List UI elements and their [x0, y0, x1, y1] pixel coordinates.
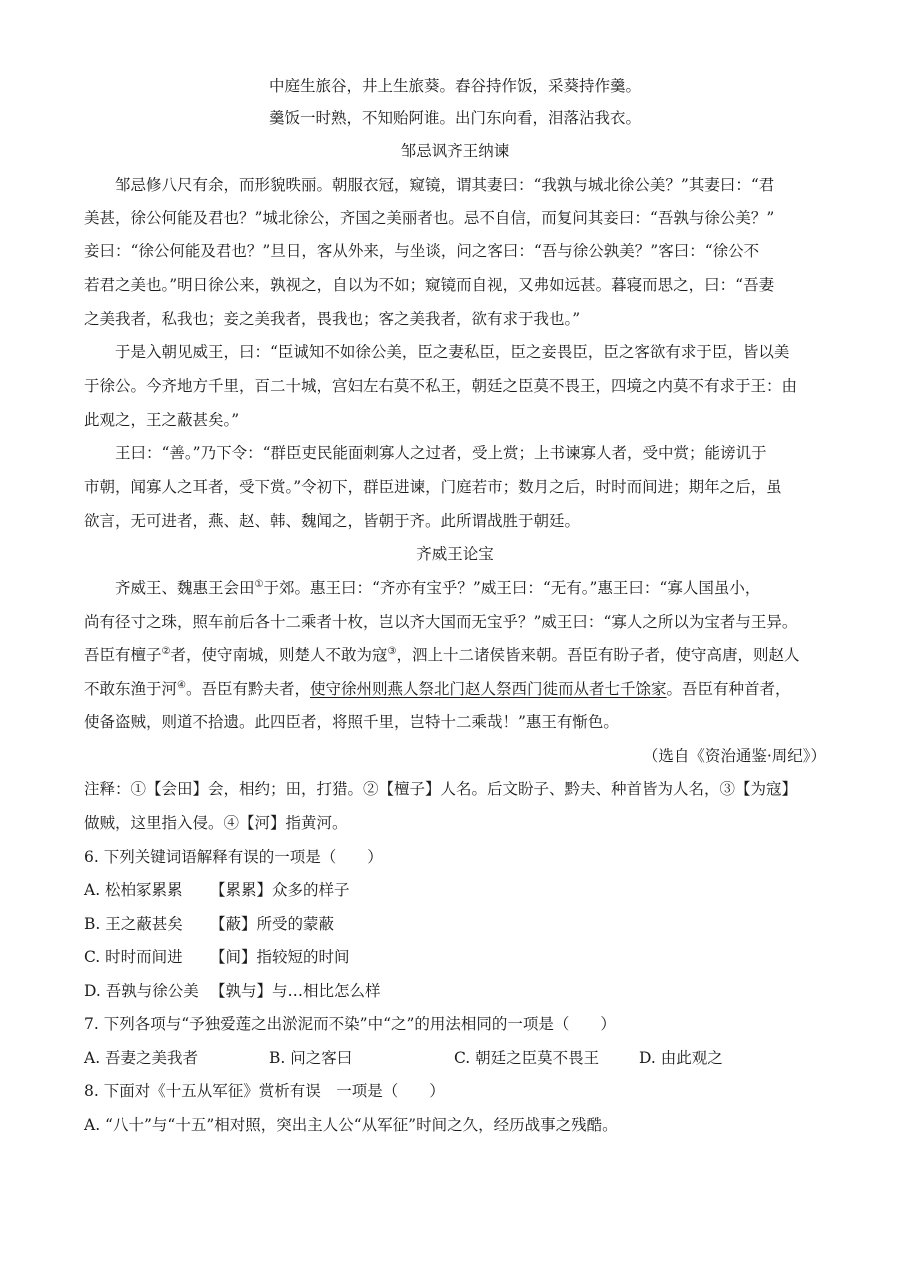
footnote-marker: ③ [387, 645, 397, 657]
paragraph-line: 若君之美也。”明日徐公来，孰视之，自以为不如；窥镜而自视，又弗如远甚。暮寝而思之，曰：“吾妻 [84, 276, 775, 294]
footnote-marker: ① [254, 578, 264, 590]
notes-line: 注释：①【会田】会，相约；田，打猎。②【檀子】人名。后文盼子、黔夫、种首皆为人名，③【为寇】 [84, 780, 798, 798]
paragraph-line: 妾曰：“徐公何能及君也？”旦日，客从外来，与坐谈，问之客曰：“吾与徐公孰美？”客曰：“徐公不 [84, 242, 760, 260]
paragraph-line: 王曰：“善。”乃下令：“群臣吏民能面刺寡人之过者，受上赏；上书谏寡人者，受中赏；能谤讥于 [115, 444, 767, 462]
paragraph-line [115, 576, 760, 600]
paragraph-line: 之美我者，私我也；妾之美我者，畏我也；客之美我者，欲有求于我也。” [84, 310, 581, 328]
text-run: ，泗上十二诸侯皆来朝。吾臣有盼子者，使守高唐，则赵人 [396, 646, 800, 664]
text-run: 吾臣有檀子 [84, 646, 162, 664]
paragraph-line: 于是入朝见威王，曰：“臣诚知不如徐公美，臣之妻私臣，臣之妾畏臣，臣之客欲有求于臣，皆以美 [115, 343, 790, 361]
poem-line: 羹饭一时熟，不知贻阿谁。出门东向看，泪落沾我衣。 [268, 109, 641, 127]
paragraph-line: 此观之，王之蔽甚矣。” [84, 411, 240, 429]
text-run: 不敢东渔于河 [84, 680, 178, 698]
option-value: 【孰与】与…相比怎么样 [210, 982, 381, 1000]
paragraph-line: 市朝，闻寡人之耳者，受下赏。”令初下，群臣进谏，门庭若市；数月之后，时时而间进；期年之后，虽 [84, 478, 782, 496]
text-run: 于郊。惠王曰：“齐亦有宝乎？”威王曰：“无有。”惠王曰：“寡人国虽小， [263, 579, 761, 597]
option: D. 由此观之 [639, 1049, 723, 1067]
notes-line: 做贼，这里指入侵。④【河】指黄河。 [84, 814, 348, 832]
option [84, 878, 350, 902]
paragraph-line: 尚有径寸之珠，照车前后各十二乘者十枚，岂以齐大国而无宝乎？”威王曰：“寡人之所以为宝者与王异。 [84, 613, 798, 631]
source-citation: （选自《资治通鉴·周纪》） [642, 747, 826, 765]
text-run: 。吾臣有黔夫者， [185, 680, 310, 698]
option: A. “八十”与“十五”相对照，突出主人公“从军征”时间之久，经历战事之残酷。 [84, 1116, 618, 1134]
text-run: 者，使守南城，则楚人不敢为寇 [170, 646, 388, 664]
paragraph-line: 美甚，徐公何能及君也？”城北徐公，齐国之美丽者也。忌不自信，而复问其妾曰：“吾孰与徐公美？” [84, 209, 775, 227]
footnote-marker: ④ [177, 679, 186, 691]
option: B. 问之客曰 [269, 1049, 353, 1067]
question-stem: 6. 下列关键词语解释有误的一项是（ ） [84, 848, 383, 866]
text-run: 齐威王、魏惠王会田 [115, 579, 255, 597]
paragraph-line: 邹忌修八尺有余，而形貌昳丽。朝服衣冠，窥镜，谓其妻曰：“我孰与城北徐公美？”其妻曰：“君 [115, 176, 775, 194]
option: A. 吾妻之美我者 [84, 1049, 199, 1067]
poem-line: 中庭生旅谷，井上生旅葵。舂谷持作饭，采葵持作羹。 [268, 77, 641, 95]
paragraph-line: 使备盗贼，则道不拾遗。此四臣者，将照千里，岂特十二乘哉！”惠王有惭色。 [84, 713, 619, 731]
option-key: D. 吾孰与徐公美 [84, 982, 199, 1000]
option [84, 945, 350, 969]
footnote-marker: ② [161, 645, 171, 657]
option: C. 朝廷之臣莫不畏王 [454, 1049, 600, 1067]
paragraph-line: 于徐公。今齐地方千里，百二十城，宫妇左右莫不私王，朝廷之臣莫不畏王，四境之内莫不有求于王：由 [84, 377, 798, 395]
paragraph-line: 欲言，无可进者，燕、赵、韩、魏闻之，皆朝于齐。此所谓战胜于朝廷。 [84, 512, 581, 530]
option-value: 【累累】众多的样子 [210, 881, 350, 899]
question-stem: 8. 下面对《十五从军征》赏析有误 一项是（ ） [84, 1082, 445, 1100]
option-value: 【间】指较短的时间 [210, 948, 350, 966]
option [84, 979, 381, 1003]
text-run: 。吾臣有种首者， [666, 680, 791, 698]
option-row [84, 1046, 826, 1070]
underlined-sentence: 使守徐州则燕人祭北门赵人祭西门徙而从者七千馀家 [310, 680, 667, 698]
option-key: C. 时时而间进 [84, 948, 183, 966]
passage-title: 邹忌讽齐王纳谏 [400, 142, 510, 160]
option-value: 【蔽】所受的蒙蔽 [210, 915, 335, 933]
question-stem: 7. 下列各项与“予独爱莲之出淤泥而不染”中“之”的用法相同的一项是（ ） [84, 1015, 616, 1033]
paragraph-line [84, 643, 799, 667]
option-key: A. 松柏冢累累 [84, 881, 183, 899]
option-key: B. 王之蔽甚矣 [84, 915, 183, 933]
passage-title: 齐威王论宝 [416, 545, 494, 563]
paragraph-line [84, 677, 791, 701]
option [84, 912, 334, 936]
